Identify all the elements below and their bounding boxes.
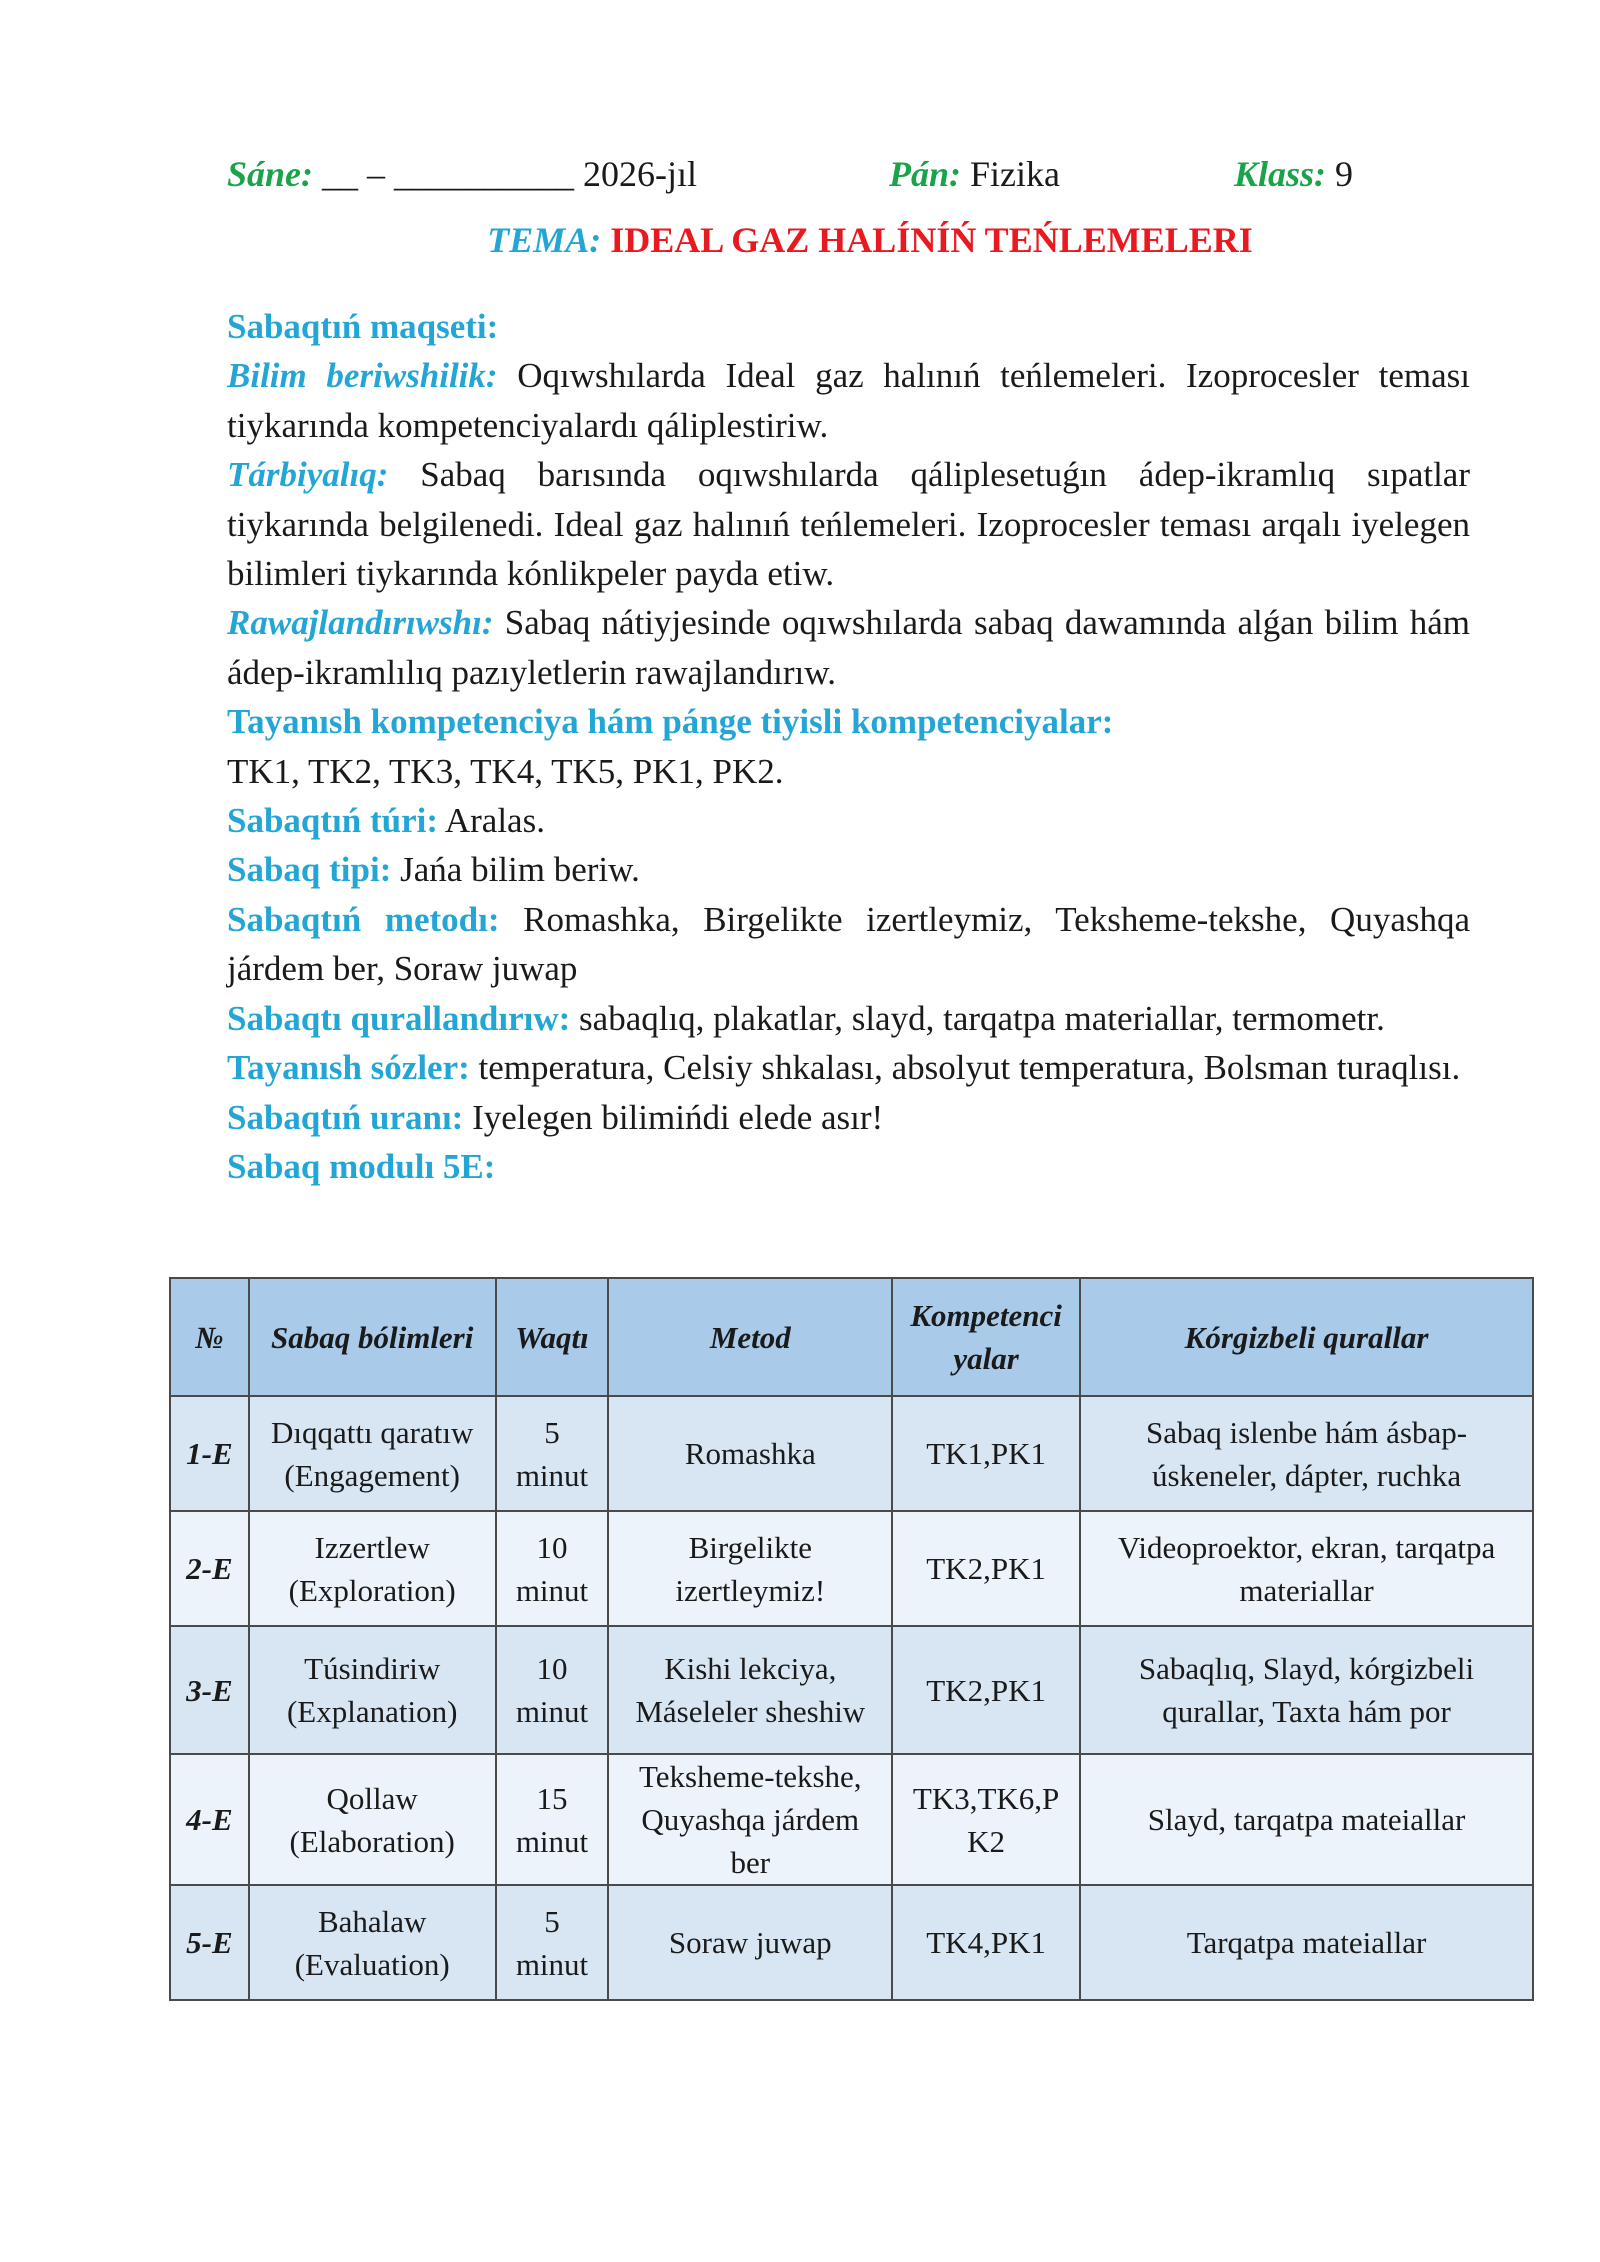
- upbringing-goal-text: Sabaq barısında oqıwshılarda qáliplesetuǵın ádep-ikramlıq sıpatlar tiykarında belgilenedi. Ideal gaz halınıń teńlemeleri. Izoprocesler teması arqalı iyelegen bilimleri tiykarında kónlikpeler payda etiw.: [227, 455, 1470, 594]
- row-section: [249, 1885, 496, 2000]
- section-name: Qollaw: [326, 1780, 418, 1816]
- header-number: №: [170, 1278, 249, 1396]
- development-goal-text: Sabaq nátiyjesinde oqıwshılarda sabaq dawamında alǵan bilim hám ádep-ikramlılıq pazıyletlerin rawajlandırıw.: [227, 603, 1470, 692]
- date-field: [227, 148, 697, 200]
- education-goal: [227, 351, 1470, 450]
- subject-field: [889, 148, 1060, 200]
- class-field: [1234, 148, 1353, 200]
- row-number: 4-E: [170, 1754, 249, 1885]
- date-label: Sáne:: [227, 154, 314, 194]
- table-row: [170, 1396, 1533, 1511]
- lesson-description: [227, 302, 1470, 1191]
- row-method: Kishi lekciya, Máseleler sheshiw: [608, 1626, 892, 1754]
- section-name: Bahalaw: [317, 1903, 427, 1939]
- header-competencies: Kompetenci yalar: [892, 1278, 1080, 1396]
- row-time: [496, 1511, 609, 1626]
- row-section: [249, 1626, 496, 1754]
- row-time: [496, 1626, 609, 1754]
- development-goal-label: Rawajlandırıwshı:: [227, 603, 494, 643]
- education-goal-text: Oqıwshılarda Ideal gaz halınıń teńlemeleri. Izoprocesler teması tiykarında kompetenciyalardı qáliplestiriw.: [227, 356, 1470, 445]
- time-unit: minut: [515, 1694, 589, 1729]
- table-header-row: [170, 1278, 1533, 1396]
- class-label: Klass:: [1234, 154, 1327, 194]
- time-value: 5: [544, 1414, 560, 1450]
- time-value: 10: [536, 1651, 568, 1686]
- equipment-label: Sabaqtı qurallandırıw:: [227, 998, 571, 1038]
- table-row: [170, 1754, 1533, 1885]
- equipment-value: sabaqlıq, plakatlar, slayd, tarqatpa materiallar, termometr.: [570, 998, 1385, 1038]
- time-value: 10: [536, 1529, 568, 1565]
- row-competencies: TK4,PK1: [892, 1885, 1080, 2000]
- development-goal: [227, 598, 1470, 697]
- keywords-label: Tayanısh sózler:: [227, 1048, 470, 1088]
- table-row: [170, 1511, 1533, 1626]
- row-section: [249, 1396, 496, 1511]
- row-competencies: TK1,PK1: [892, 1396, 1080, 1511]
- section-name: Dıqqattı qaratıw: [271, 1414, 474, 1450]
- row-time: [496, 1396, 609, 1511]
- module-label: Sabaq modulı 5E:: [227, 1146, 496, 1186]
- header-time: Waqtı: [496, 1278, 609, 1396]
- section-name: Izzertlew: [314, 1529, 430, 1565]
- row-method: Teksheme-tekshe, Quyashqa járdem ber: [608, 1754, 892, 1885]
- date-value: __ – __________ 2026-jıl: [322, 154, 698, 194]
- competencies-value: TK1, TK2, TK3, TK4, TK5, PK1, PK2.: [227, 751, 784, 791]
- section-english: (Explanation): [286, 1694, 458, 1729]
- table-row: [170, 1626, 1533, 1754]
- time-unit: minut: [515, 1572, 589, 1608]
- topic-line: [0, 214, 1600, 266]
- time-unit: minut: [515, 1946, 589, 1982]
- section-english: (Evaluation): [294, 1946, 450, 1982]
- subject-value: Fizika: [970, 154, 1060, 194]
- row-time: [496, 1754, 609, 1885]
- time-value: 15: [536, 1780, 568, 1816]
- time-unit: minut: [515, 1823, 589, 1859]
- table-row: [170, 1885, 1533, 2000]
- row-tools: Sabaq islenbe hám ásbap-úskeneler, dápter, ruchka: [1080, 1396, 1533, 1511]
- row-tools: Tarqatpa mateiallar: [1080, 1885, 1533, 2000]
- lesson-kind-value: Aralas.: [438, 801, 545, 841]
- header-section: Sabaq bólimleri: [249, 1278, 496, 1396]
- goals-heading: Sabaqtıń maqseti:: [227, 307, 499, 346]
- time-value: 5: [544, 1903, 560, 1939]
- section-english: (Exploration): [288, 1572, 456, 1608]
- lesson-kind-label: Sabaqtıń túri:: [227, 801, 439, 841]
- lesson-type-label: Sabaq tipi:: [227, 850, 392, 890]
- header-method: Metod: [608, 1278, 892, 1396]
- row-competencies: TK2,PK1: [892, 1626, 1080, 1754]
- time-unit: minut: [515, 1457, 589, 1493]
- competencies-label: Tayanısh kompetenciya hám pánge tiyisli kompetenciyalar:: [227, 702, 1114, 742]
- row-tools: Sabaqlıq, Slayd, kórgizbeli qurallar, Taxta hám por: [1080, 1626, 1533, 1754]
- row-number: 1-E: [170, 1396, 249, 1511]
- section-english: (Elaboration): [289, 1823, 455, 1859]
- row-time: [496, 1885, 609, 2000]
- row-tools: Slayd, tarqatpa mateiallar: [1080, 1754, 1533, 1885]
- row-tools: Videoproektor, ekran, tarqatpa materiallar: [1080, 1511, 1533, 1626]
- row-method: Soraw juwap: [608, 1885, 892, 2000]
- row-number: 5-E: [170, 1885, 249, 2000]
- education-goal-label: Bilim beriwshilik:: [227, 356, 498, 396]
- motto-label: Sabaqtıń uranı:: [227, 1097, 464, 1137]
- lesson-method-value: Romashka, Birgelikte izertleymiz, Teksheme-tekshe, Quyashqa járdem ber, Soraw juwap: [227, 899, 1471, 989]
- motto-value: Iyelegen bilimińdi elede asır!: [463, 1097, 884, 1137]
- row-section: [249, 1511, 496, 1626]
- topic-title: IDEAL GAZ HALÍNÍŃ TEŃLEMELERI: [610, 220, 1253, 260]
- row-competencies: TK3,TK6,PK2: [892, 1754, 1080, 1885]
- row-method: Birgelikte izertleymiz!: [608, 1511, 892, 1626]
- topic-label: TEMA:: [487, 220, 602, 260]
- section-name: Túsindiriw: [304, 1651, 441, 1686]
- section-english: (Engagement): [284, 1457, 460, 1493]
- subject-label: Pán:: [889, 154, 961, 194]
- upbringing-goal-label: Tárbiyalıq:: [227, 455, 389, 495]
- row-competencies: TK2,PK1: [892, 1511, 1080, 1626]
- lesson-type-value: Jańa bilim beriw.: [391, 850, 640, 890]
- upbringing-goal: [227, 450, 1470, 598]
- keywords-value: temperatura, Celsiy shkalası, absolyut temperatura, Bolsman turaqlısı.: [469, 1048, 1461, 1088]
- lesson-method-label: Sabaqtıń metodı:: [227, 899, 500, 939]
- row-section: [249, 1754, 496, 1885]
- row-number: 2-E: [170, 1511, 249, 1626]
- row-method: Romashka: [608, 1396, 892, 1511]
- module-table: [169, 1277, 1534, 2001]
- header-tools: Kórgizbeli qurallar: [1080, 1278, 1533, 1396]
- row-number: 3-E: [170, 1626, 249, 1754]
- class-value: 9: [1335, 154, 1354, 194]
